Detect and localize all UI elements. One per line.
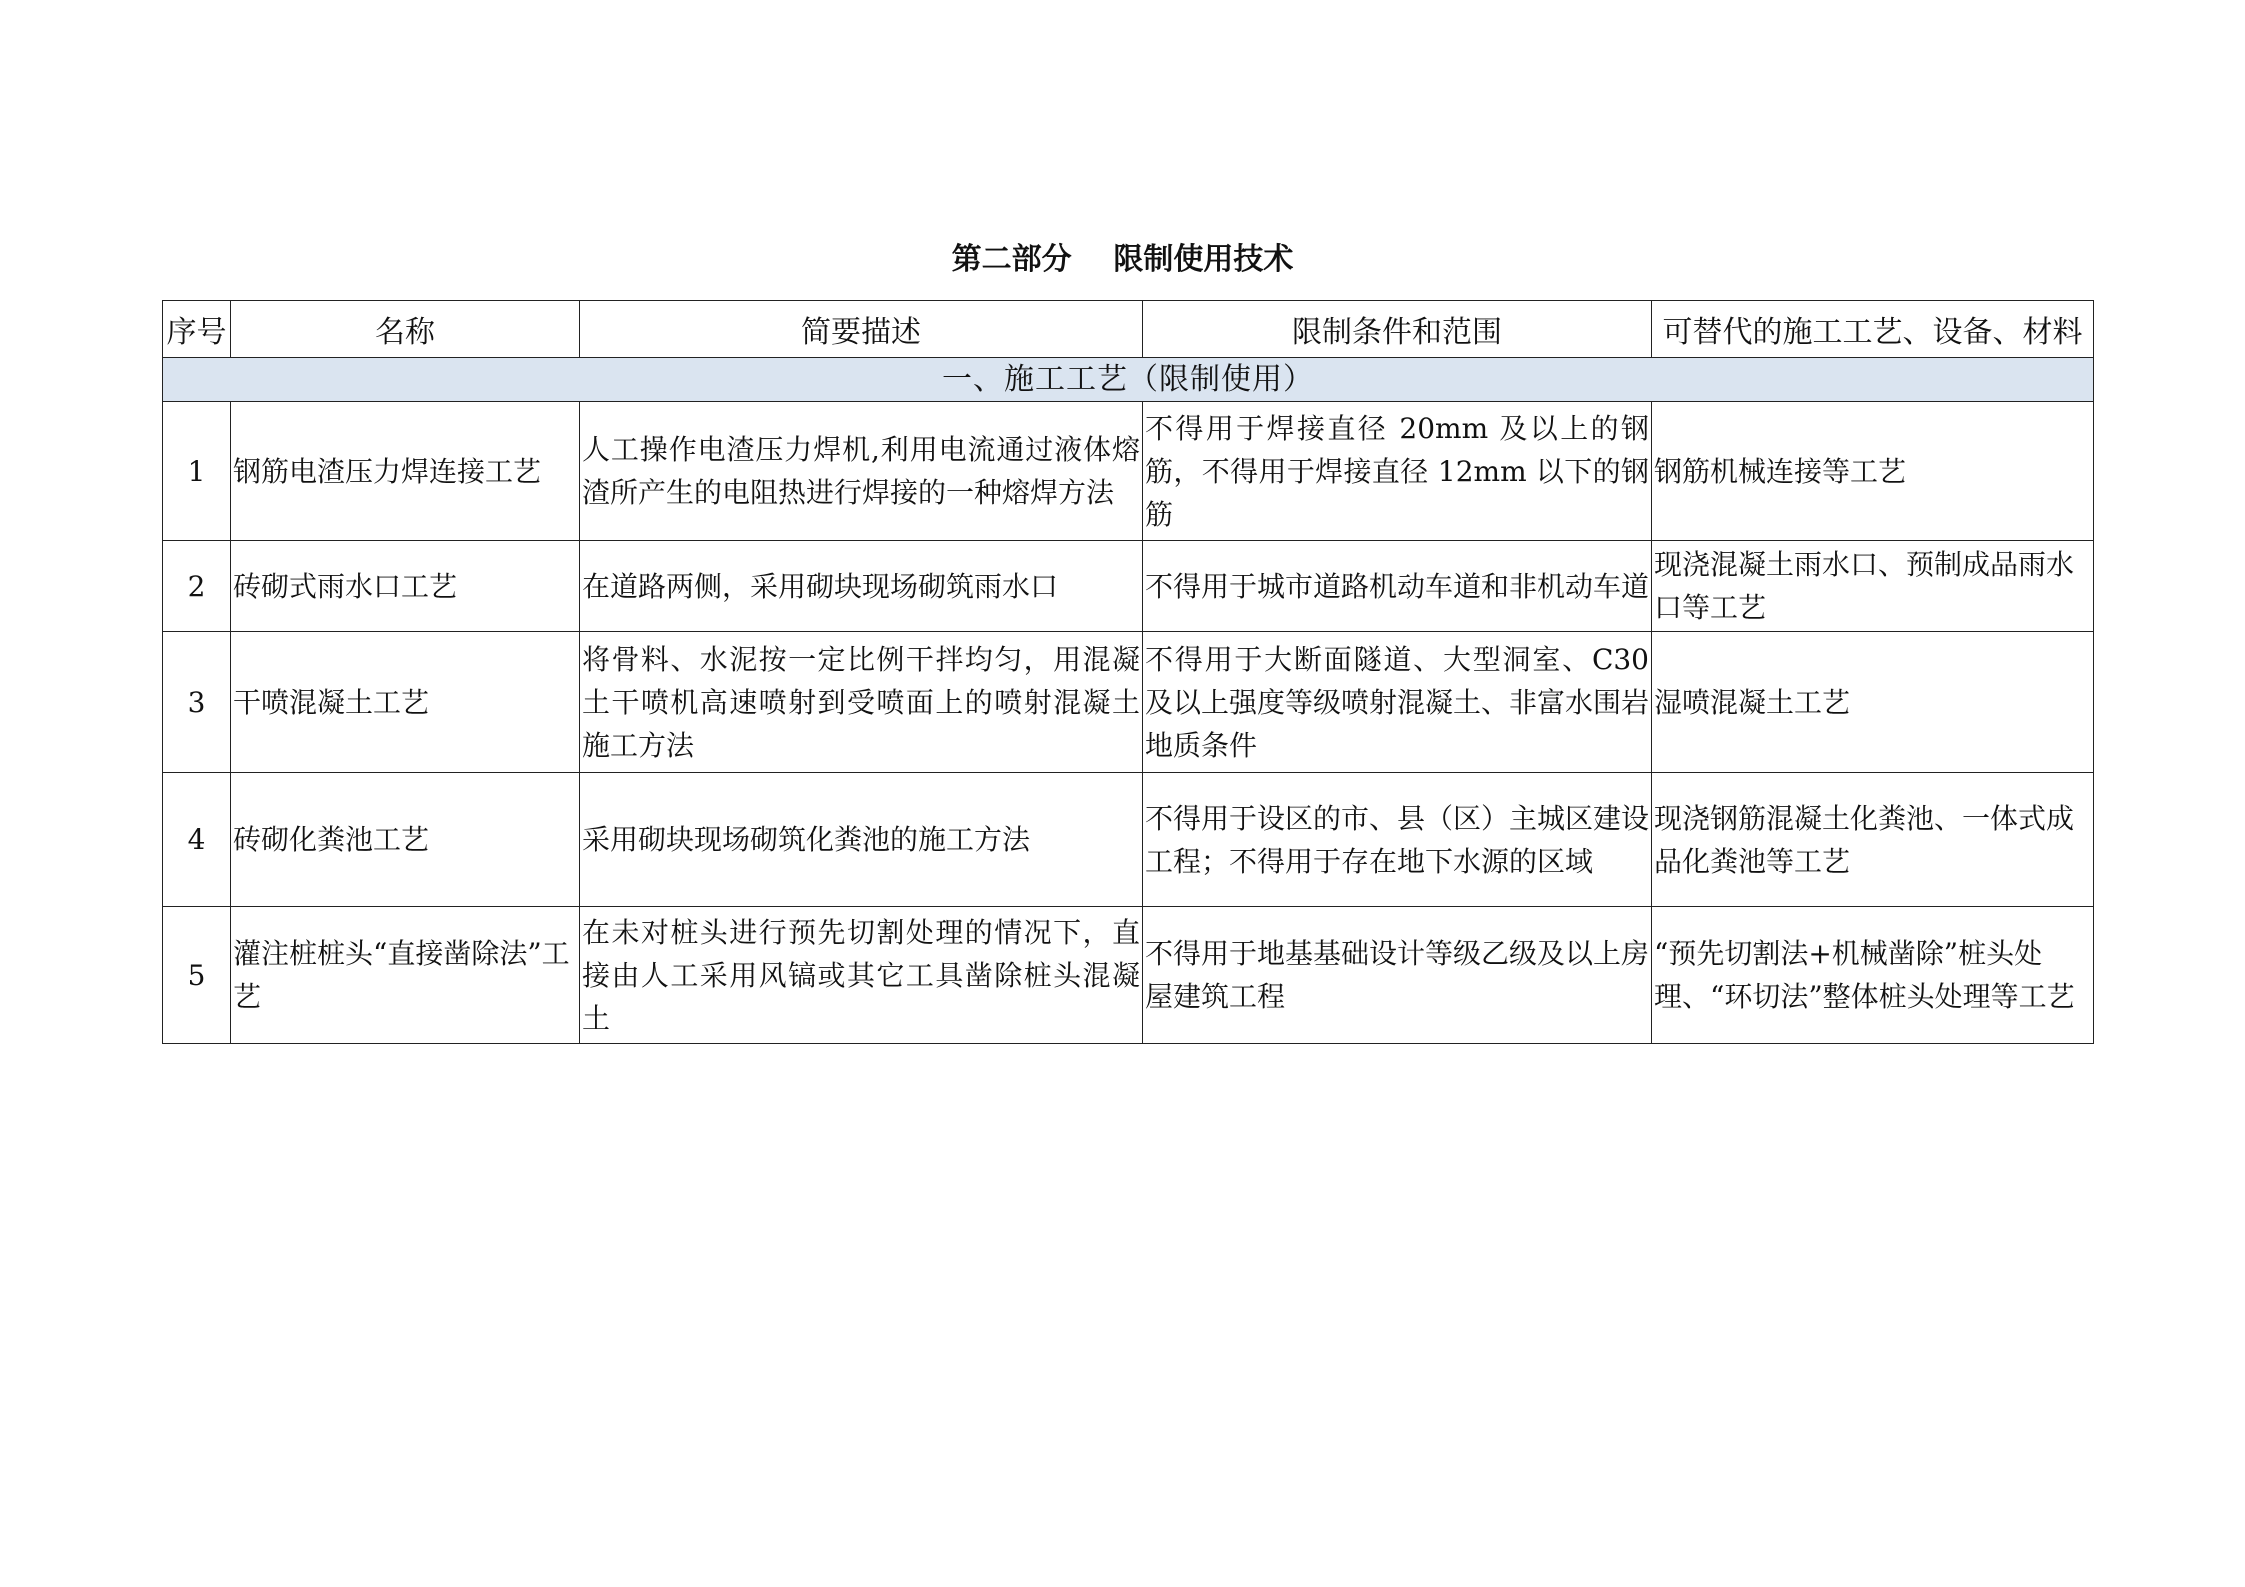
section-row: [163, 358, 2094, 402]
header-index: 序号: [163, 301, 231, 358]
row-limitation: 不得用于设区的市、县（区）主城区建设工程；不得用于存在地下水源的区域: [1143, 773, 1652, 907]
table-row: [163, 907, 2094, 1044]
row-alternative: 湿喷混凝土工艺: [1652, 632, 2094, 773]
row-name: 钢筋电渣压力焊连接工艺: [231, 402, 580, 541]
table-header-row: [163, 301, 2094, 358]
header-limitation: 限制条件和范围: [1143, 301, 1652, 358]
row-limitation: 不得用于大断面隧道、大型洞室、C30及以上强度等级喷射混凝土、非富水围岩地质条件: [1143, 632, 1652, 773]
table-row: [163, 632, 2094, 773]
section-label: 一、施工工艺（限制使用）: [163, 358, 2094, 402]
table-row: [163, 773, 2094, 907]
row-name: 砖砌式雨水口工艺: [231, 541, 580, 632]
row-description: 在未对桩头进行预先切割处理的情况下，直接由人工采用风镐或其它工具凿除桩头混凝土: [580, 907, 1143, 1044]
row-description: 人工操作电渣压力焊机,利用电流通过液体熔渣所产生的电阻热进行焊接的一种熔焊方法: [580, 402, 1143, 541]
row-limitation: 不得用于地基基础设计等级乙级及以上房屋建筑工程: [1143, 907, 1652, 1044]
row-index: 5: [163, 907, 231, 1044]
table-row: [163, 541, 2094, 632]
row-name: 砖砌化粪池工艺: [231, 773, 580, 907]
row-alternative: “预先切割法+机械凿除”桩头处理、“环切法”整体桩头处理等工艺: [1652, 907, 2094, 1044]
header-name: 名称: [231, 301, 580, 358]
row-alternative: 钢筋机械连接等工艺: [1652, 402, 2094, 541]
row-limitation: 不得用于焊接直径 20mm 及以上的钢筋，不得用于焊接直径 12mm 以下的钢筋: [1143, 402, 1652, 541]
row-index: 4: [163, 773, 231, 907]
header-alternative: 可替代的施工工艺、设备、材料: [1652, 301, 2094, 358]
row-description: 将骨料、水泥按一定比例干拌均匀，用混凝土干喷机高速喷射到受喷面上的喷射混凝土施工方法: [580, 632, 1143, 773]
header-description: 简要描述: [580, 301, 1143, 358]
row-index: 1: [163, 402, 231, 541]
row-name: 灌注桩桩头“直接凿除法”工艺: [231, 907, 580, 1044]
table-row: [163, 402, 2094, 541]
row-limitation: 不得用于城市道路机动车道和非机动车道: [1143, 541, 1652, 632]
row-description: 采用砌块现场砌筑化粪池的施工方法: [580, 773, 1143, 907]
page-title: 第二部分 限制使用技术: [951, 242, 1294, 277]
restricted-technology-table: [162, 300, 2094, 1044]
row-description: 在道路两侧，采用砌块现场砌筑雨水口: [580, 541, 1143, 632]
row-index: 3: [163, 632, 231, 773]
row-index: 2: [163, 541, 231, 632]
row-alternative: 现浇钢筋混凝土化粪池、一体式成品化粪池等工艺: [1652, 773, 2094, 907]
row-name: 干喷混凝土工艺: [231, 632, 580, 773]
row-alternative: 现浇混凝土雨水口、预制成品雨水口等工艺: [1652, 541, 2094, 632]
